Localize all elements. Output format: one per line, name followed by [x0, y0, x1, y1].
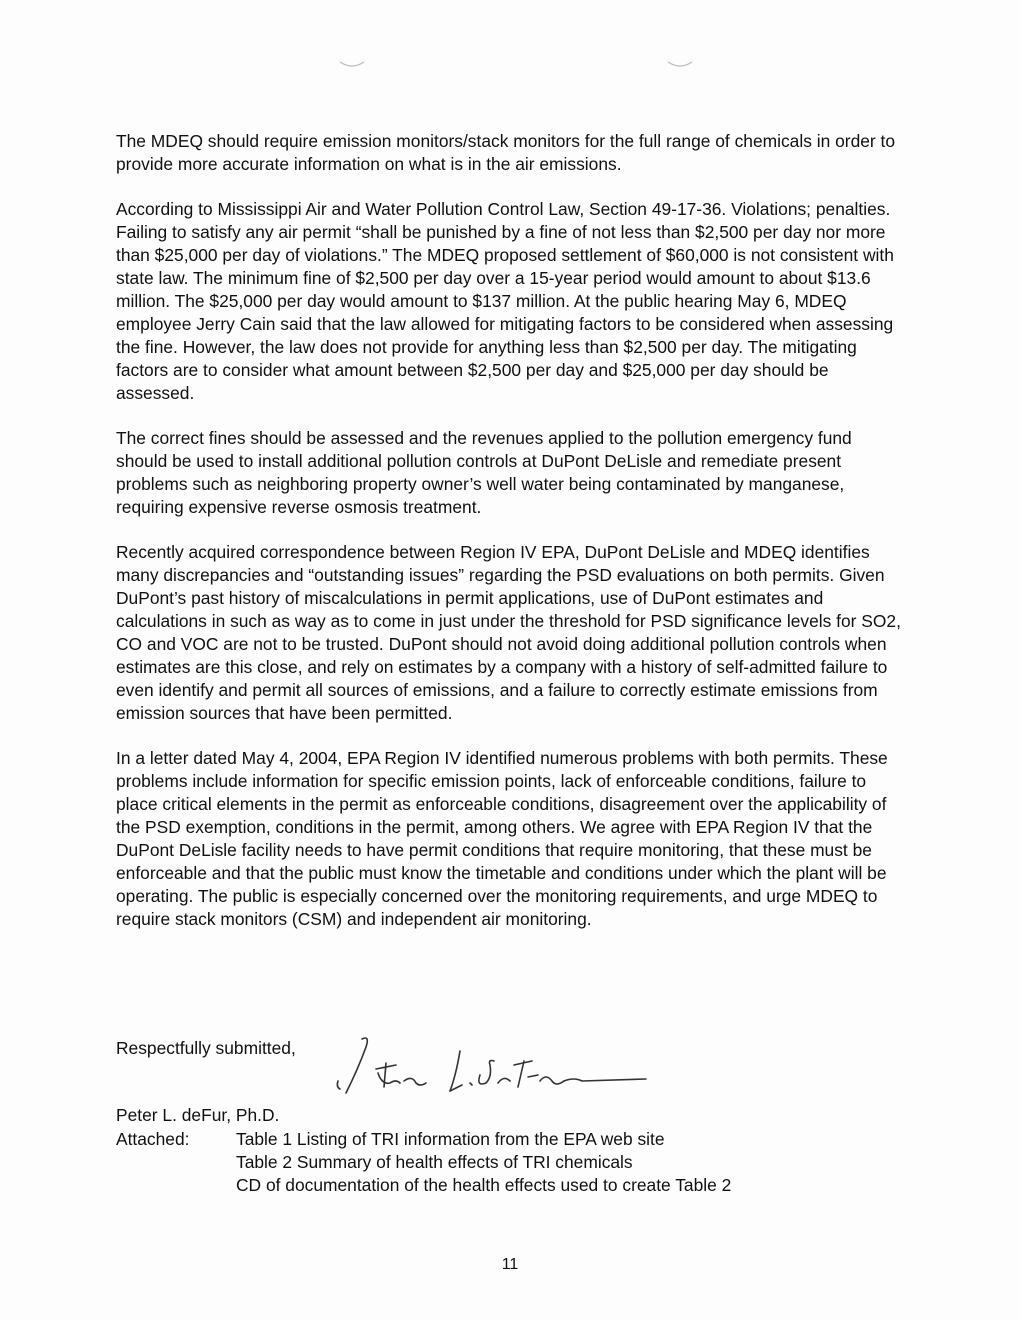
paragraph-psd-discrepancies: Recently acquired correspondence between Region IV EPA, DuPont DeLisle and MDEQ identifies many discrepancies and “outstanding issues” regarding the PSD evaluations on both permits. Given DuPont’s past history of miscalculations in permit applications, use of DuPont estimates and calculations in such as way as to come in just under the threshold for PSD significance levels for SO2, CO and VOC are not to be trusted. DuPont should not avoid doing additional pollution controls when estimates are this close, and rely on estimates by a company with a history of self-admitted failure to even identify and permit all sources of emissions, and a failure to correctly estimate emissions from emission sources that have been permitted.: [116, 542, 901, 723]
attachment-item: CD of documentation of the health effects used to create Table 2: [236, 1175, 732, 1195]
paragraph-correct-fines: The correct fines should be assessed and the revenues applied to the pollution emergency fund should be used to install additional pollution controls at DuPont DeLisle and remediate present problems such as neighboring property owner’s well water being contaminated by manganese, requiring expensive reverse osmosis treatment.: [116, 428, 852, 517]
attachments-list: [236, 1128, 731, 1197]
punch-hole-marks: [0, 0, 1020, 80]
page-number: 11: [501, 1256, 519, 1273]
attached-label: Attached:: [116, 1129, 190, 1149]
paragraph-epa-letter: In a letter dated May 4, 2004, EPA Region IV identified numerous problems with both permits. These problems include information for specific emission points, lack of enforceable conditions, failure to place critical elements in the permit as enforceable conditions, disagreement over the applicability of the PSD exemption, conditions in the permit, among others. We agree with EPA Region IV that the DuPont DeLisle facility needs to have permit conditions that require monitoring, that these must be enforceable and that the public must know the timetable and conditions under which the plant will be operating. The public is especially concerned over the monitoring requirements, and urge MDEQ to require stack monitors (CSM) and independent air monitoring.: [116, 748, 888, 929]
punch-hole-mark-left: [340, 62, 364, 66]
attachment-item: Table 1 Listing of TRI information from the EPA web site: [236, 1129, 665, 1149]
attachment-item: Table 2 Summary of health effects of TRI chemicals: [236, 1152, 633, 1172]
closing-line: Respectfully submitted,: [116, 1038, 296, 1058]
letter-body: [116, 130, 906, 953]
handwritten-signature: [300, 1025, 660, 1115]
punch-hole-mark-right: [668, 62, 692, 66]
paragraph-emission-monitors: The MDEQ should require emission monitors/stack monitors for the full range of chemicals in order to provide more accurate information on what is in the air emissions.: [116, 131, 896, 174]
paragraph-penalties: According to Mississippi Air and Water Pollution Control Law, Section 49-17-36. Violations; penalties. Failing to satisfy any air permit “shall be punished by a fine of not less than $2,500 per day nor more than $25,000 per day of violations.” The MDEQ proposed settlement of $60,000 is not consistent with state law. The minimum fine of $2,500 per day over a 15-year period would amount to about $13.6 million. The $25,000 per day would amount to $137 million. At the public hearing May 6, MDEQ employee Jerry Cain said that the law allowed for mitigating factors to be considered when assessing the fine. However, the law does not provide for anything less than $2,500 per day. The mitigating factors are to consider what amount between $2,500 per day and $25,000 per day should be assessed.: [116, 199, 894, 403]
signer-name: Peter L. deFur, Ph.D.: [116, 1105, 280, 1125]
